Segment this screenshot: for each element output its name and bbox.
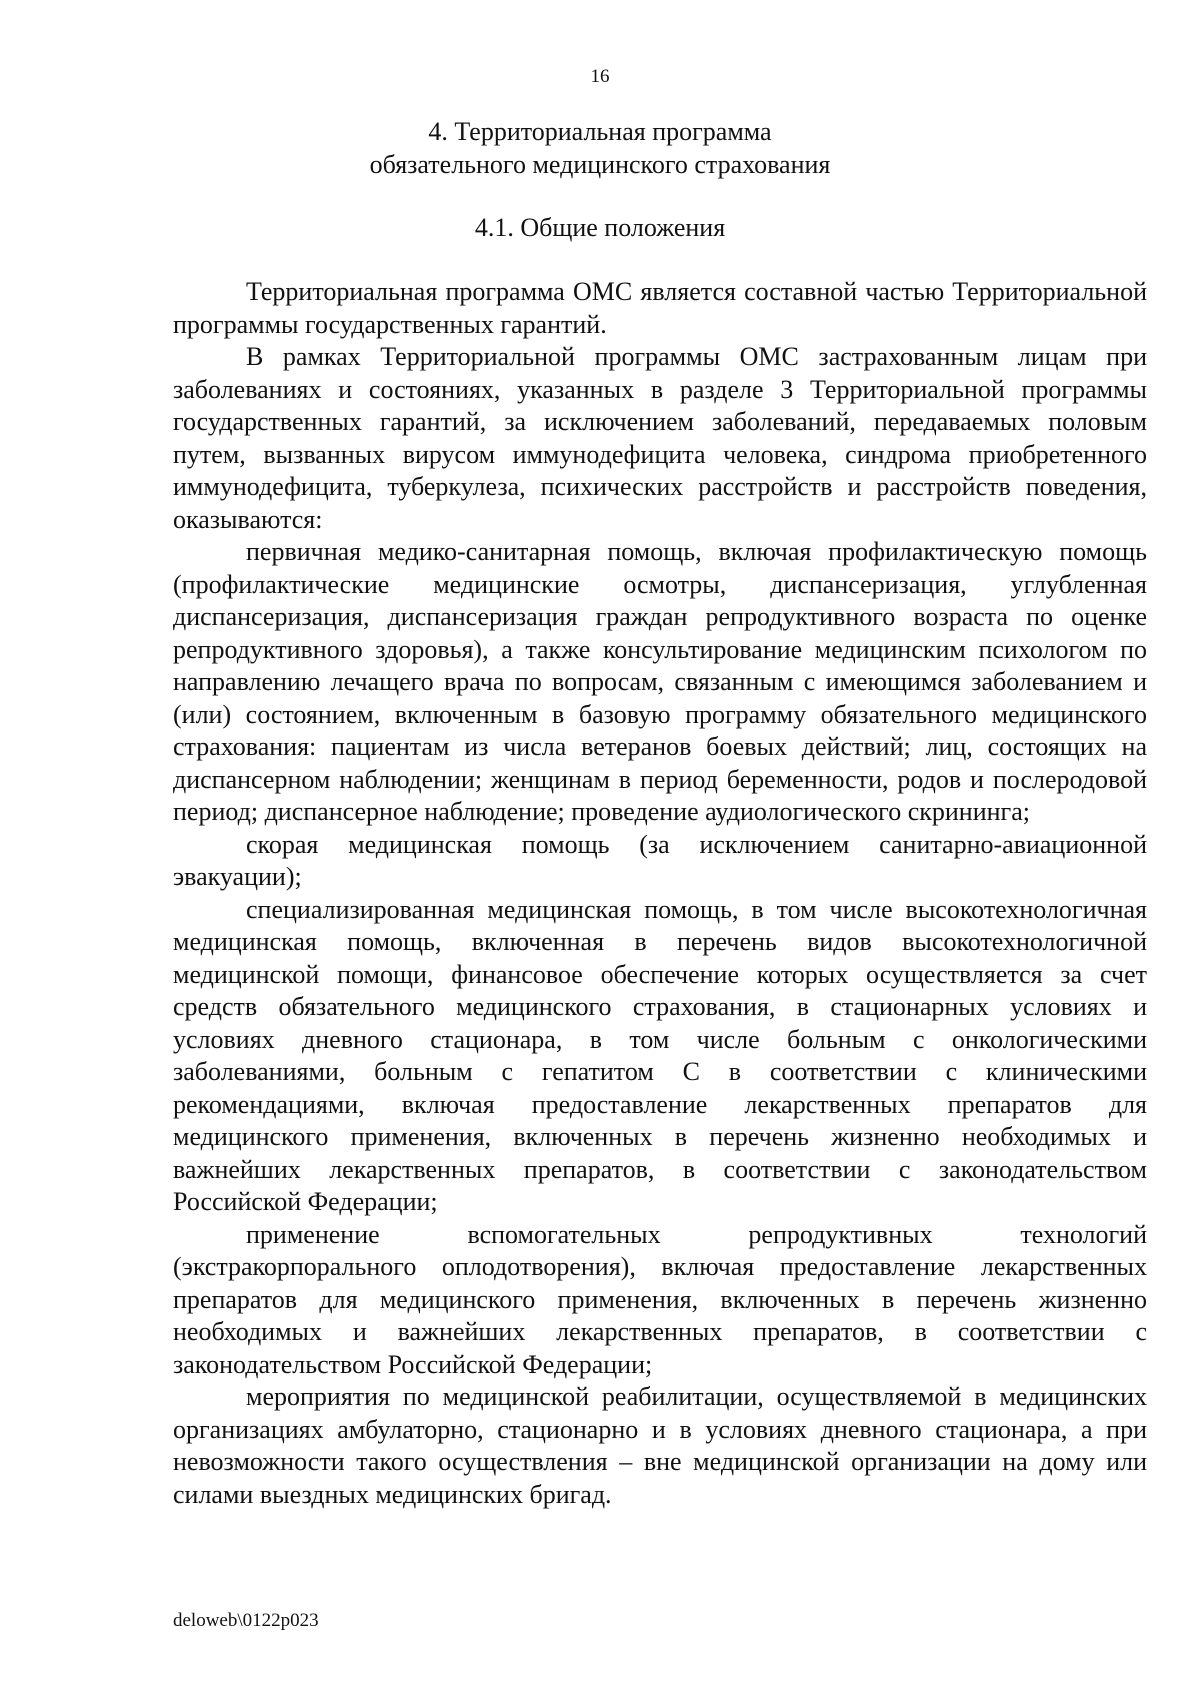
paragraph: применение вспомогательных репродуктивных технологий (экстракорпорального оплодотворения), включая предоставление лекарственных препаратов для медицинского применения, включенных в перечень жизненно необходимых и важнейших лекарственных препаратов, в соответствии с законодательством Российской Федерации;: [173, 1219, 1147, 1379]
document-code: deloweb\0122p023: [173, 1610, 319, 1631]
document-body: [173, 276, 1147, 1511]
paragraph: В рамках Территориальной программы ОМС застрахованным лицам при заболеваниях и состояниях, указанных в разделе 3 Территориальной программы государственных гарантий, за исключением заболеваний, передаваемых половым путем, вызванных вирусом иммунодефицита человека, синдрома приобретенного иммунодефицита, туберкулеза, психических расстройств и расстройств поведения, оказываются:: [173, 342, 1147, 534]
paragraph: скорая медицинская помощь (за исключением санитарно-авиационной эвакуации);: [173, 829, 1147, 891]
section-heading-line-1: 4. Территориальная программа: [428, 117, 772, 146]
paragraph: мероприятия по медицинской реабилитации, осуществляемой в медицинских организациях амбулаторно, стационарно и в условиях дневного стационара, а при невозможности такого осуществления – вне медицинской организации на дому или силами выездных медицинских бригад.: [173, 1382, 1147, 1509]
page-number: 16: [590, 66, 610, 87]
paragraph: специализированная медицинская помощь, в том числе высокотехнологичная медицинская помощь, включенная в перечень видов высокотехнологичной медицинской помощи, финансовое обеспечение которых осуществляется за счет средств обязательного медицинского страхования, в стационарных условиях и условиях дневного стационара, в том числе больным с онкологическими заболеваниями, больным с гепатитом С в соответствии с клиническими рекомендациями, включая предоставление лекарственных препаратов для медицинского применения, включенных в перечень жизненно необходимых и важнейших лекарственных препаратов, в соответствии с законодательством Российской Федерации;: [173, 894, 1147, 1216]
paragraph: Территориальная программа ОМС является составной частью Территориальной программы государственных гарантий.: [173, 277, 1147, 339]
section-heading: [0, 116, 1200, 181]
subsection-heading: 4.1. Общие положения: [474, 213, 726, 242]
paragraph: первичная медико-санитарная помощь, включая профилактическую помощь (профилактические медицинские осмотры, диспансеризация, углубленная диспансеризация, диспансеризация граждан репродуктивного возраста по оценке репродуктивного здоровья), а также консультирование медицинским психологом по направлению лечащего врача по вопросам, связанным с имеющимся заболеванием и (или) состоянием, включенным в базовую программу обязательного медицинского страхования: пациентам из числа ветеранов боевых действий; лиц, состоящих на диспансерном наблюдении; женщинам в период беременности, родов и послеродовой период; диспансерное наблюдение; проведение аудиологического скрининга;: [173, 537, 1147, 826]
section-heading-line-2: обязательного медицинского страхования: [369, 149, 831, 179]
